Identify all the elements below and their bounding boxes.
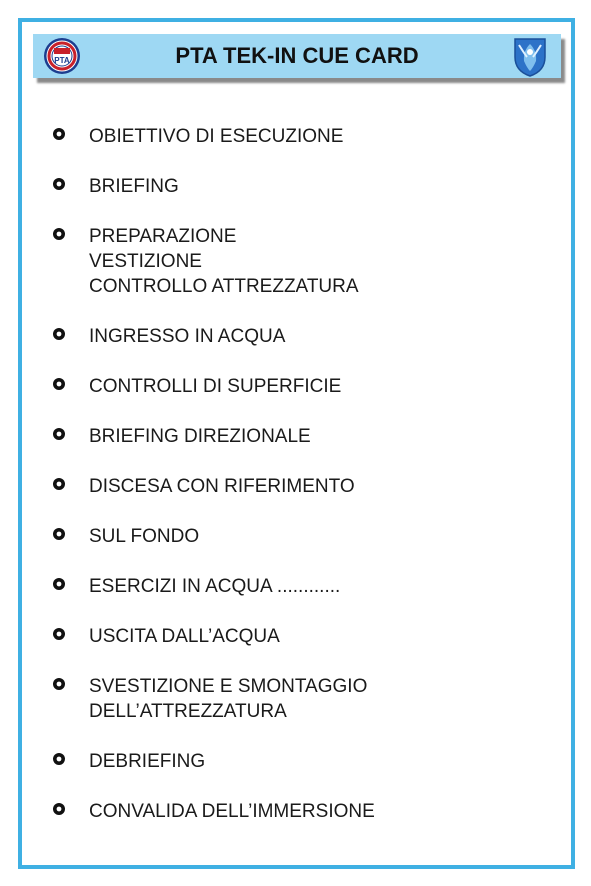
list-item-line: BRIEFING DIREZIONALE [89,426,311,447]
bullet-icon [52,377,66,391]
bullet-icon [52,802,66,816]
list-item-line: BRIEFING [89,176,179,197]
cue-card [18,18,575,869]
list-item-text [89,749,205,774]
list-item-text [89,374,341,399]
list-item-line: USCITA DALL’ACQUA [89,626,280,647]
bullet-icon [52,427,66,441]
list-item-text [89,424,311,449]
list-item-line: CONTROLLI DI SUPERFICIE [89,376,342,397]
bullet-icon [52,177,66,191]
list-item-line: CONTROLLO ATTREZZATURA [89,276,359,297]
list-item-line: VESTIZIONE [89,251,202,272]
list-item-text [89,224,359,299]
bullet-icon [52,577,66,591]
bullet-icon [52,627,66,641]
cue-list [22,22,571,865]
list-item-text [89,524,199,549]
list-item-text [89,324,285,349]
list-item-line: OBIETTIVO DI ESECUZIONE [89,126,344,147]
bullet-icon [52,327,66,341]
bullet-icon [52,127,66,141]
bullet-icon [52,477,66,491]
list-item-text [89,674,367,724]
list-item-text [89,574,340,599]
list-item-line: ESERCIZI IN ACQUA ............ [89,576,341,597]
bullet-icon [52,527,66,541]
list-item-line: PREPARAZIONE [89,226,237,247]
list-item-line: SUL FONDO [89,526,200,547]
list-item-line: INGRESSO IN ACQUA [89,326,286,347]
list-item-text [89,474,355,499]
list-item-text [89,624,280,649]
list-item-text [89,124,343,149]
bullet-icon [52,227,66,241]
pta-emblem-text: PTA [54,56,70,65]
list-item-text [89,799,375,824]
list-item-line: DISCESA CON RIFERIMENTO [89,476,355,497]
list-item-line: SVESTIZIONE E SMONTAGGIO [89,676,368,697]
card-title: PTA TEK-IN CUE CARD [175,43,419,68]
list-item-text [89,174,179,199]
list-item-line: DEBRIEFING [89,751,206,772]
bullet-icon [52,677,66,691]
list-item-line: CONVALIDA DELL’IMMERSIONE [89,801,375,822]
bullet-icon [52,752,66,766]
list-item-line: DELL’ATTREZZATURA [89,701,287,722]
